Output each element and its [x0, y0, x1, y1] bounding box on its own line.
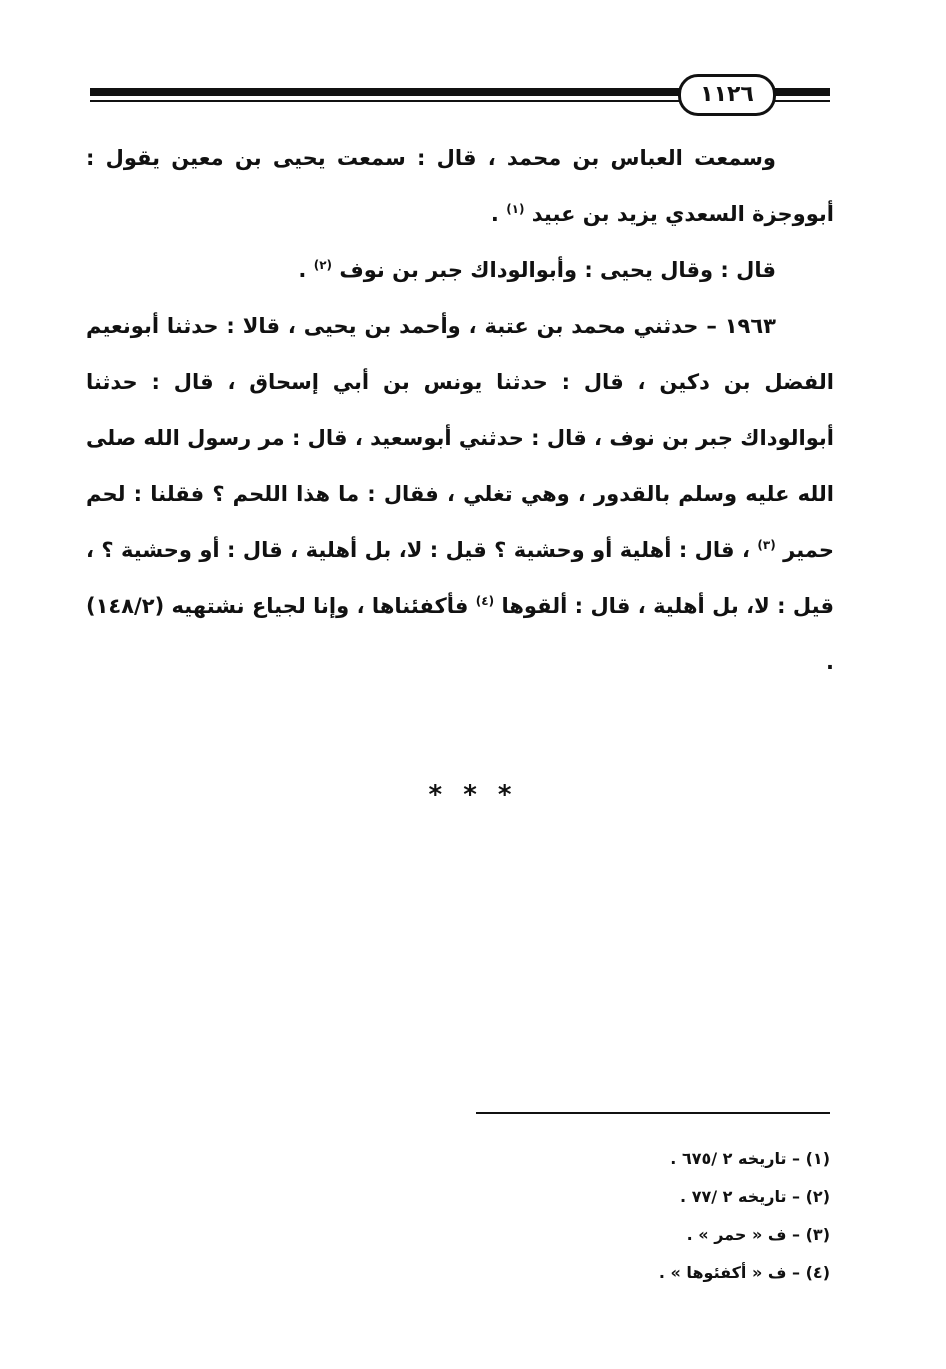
page-number: ١١٢٦	[678, 74, 776, 116]
paragraph-1	[86, 130, 834, 242]
paragraph-3-text-a: ١٩٦٣ – حدثني محمد بن عتبة ، وأحمد بن يحيى ، قالا : حدثنا أبونعيم الفضل بن دكين ، قال : حدثنا يونس بن أبي إسحاق ، قال : حدثنا أبوالوداك جبر بن نوف ، قال : حدثني أبوسعيد ، قال : مر رسول الله صلى الله عليه وسلم بالقدور ، وهي تغلي ، فقال : ما هذا اللحم ؟ فقلنا : لحم حمير	[86, 314, 835, 562]
paragraph-3	[86, 298, 834, 690]
footnotes	[476, 1140, 830, 1292]
main-text	[86, 130, 834, 690]
footnote-3: (٣) – ف « حمر » .	[686, 1225, 830, 1244]
footnote-ref-1: (١)	[506, 202, 525, 216]
footnote-ref-4: (٤)	[475, 594, 495, 608]
paragraph-3-text-c: فأكفئناها ، وإنا لجياع نشتهيه (١٤٨/٢) .	[86, 594, 834, 674]
paragraph-1-end: .	[490, 202, 507, 226]
paragraph-1-text: وسمعت العباس بن محمد ، قال : سمعت يحيى بن معين يقول : أبووجزة السعدي يزيد بن عبيد	[86, 146, 834, 226]
footnote-ref-3: (٣)	[757, 538, 776, 552]
footnote-ref-2: (٢)	[313, 258, 333, 272]
footnote-1: (١) – تاريخه ٢ /٦٧٥ .	[670, 1149, 830, 1168]
paragraph-2-text: قال : وقال يحيى : وأبوالوداك جبر بن نوف	[339, 258, 776, 282]
footnote-4: (٤) – ف « أكفئوها » .	[658, 1263, 830, 1282]
paragraph-2-end: .	[298, 258, 314, 282]
section-separator: * * *	[428, 780, 518, 810]
paragraph-2	[86, 242, 834, 298]
paragraph-3-text-b: ، قال : أهلية أو وحشية ؟ قيل : لا، بل أهلية ، قال : أو وحشية ؟ ، قيل : لا، بل أهلية ، قال : ألقوها	[86, 538, 834, 618]
page-header	[90, 74, 830, 114]
footnote-2: (٢) – تاريخه ٢ /٧٧ .	[680, 1187, 830, 1206]
footnote-divider	[476, 1112, 830, 1114]
